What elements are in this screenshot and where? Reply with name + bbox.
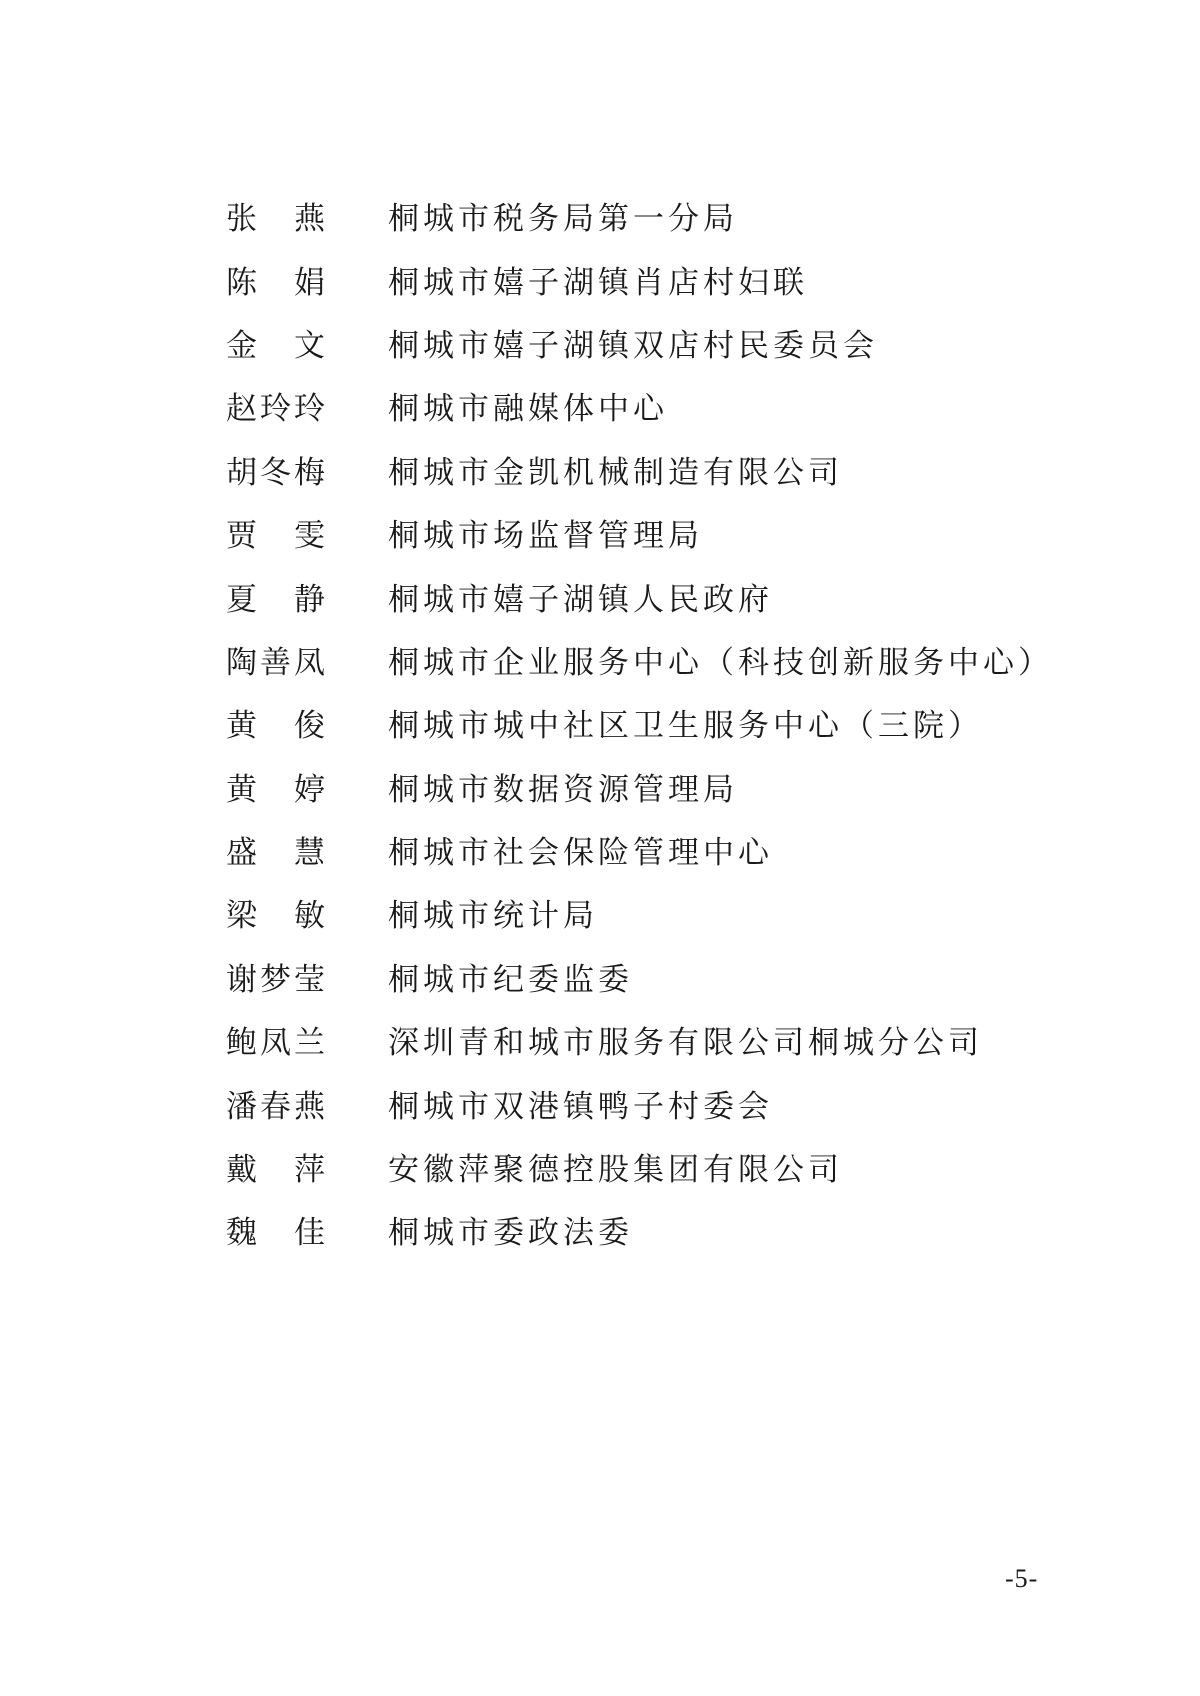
person-name: 陶善凤 — [226, 644, 328, 681]
list-item — [226, 1202, 1053, 1265]
person-name: 鲍凤兰 — [226, 1025, 328, 1062]
person-name: 魏 佳 — [226, 1215, 328, 1252]
list-item — [226, 632, 1053, 695]
person-name: 胡冬梅 — [226, 454, 328, 491]
list-item — [226, 885, 1053, 948]
person-name: 黄 俊 — [226, 708, 328, 745]
organization-name: 桐城市金凯机械制造有限公司 — [388, 454, 843, 491]
person-name: 戴 萍 — [226, 1152, 328, 1189]
organization-name: 桐城市社会保险管理中心 — [388, 835, 773, 872]
list-item — [226, 505, 1053, 568]
person-name: 夏 静 — [226, 581, 328, 618]
list-item — [226, 759, 1053, 822]
person-name: 谢梦莹 — [226, 961, 328, 998]
organization-name: 桐城市融媒体中心 — [388, 391, 668, 428]
organization-name: 安徽萍聚德控股集团有限公司 — [388, 1152, 843, 1189]
person-name: 贾 雯 — [226, 518, 328, 555]
person-name: 盛 慧 — [226, 835, 328, 872]
organization-name: 桐城市场监督管理局 — [388, 518, 703, 555]
list-item — [226, 695, 1053, 758]
organization-name: 桐城市数据资源管理局 — [388, 771, 738, 808]
list-item — [226, 822, 1053, 885]
page-number: -5- — [1005, 1564, 1039, 1593]
list-item — [226, 378, 1053, 441]
organization-name: 桐城市企业服务中心（科技创新服务中心） — [388, 644, 1053, 681]
list-item — [226, 442, 1053, 505]
organization-name: 桐城市双港镇鸭子村委会 — [388, 1088, 773, 1125]
organization-name: 桐城市嬉子湖镇肖店村妇联 — [388, 264, 808, 301]
person-name: 陈 娟 — [226, 264, 328, 301]
list-item — [226, 568, 1053, 631]
list-item — [226, 949, 1053, 1012]
honoree-list — [226, 188, 1053, 1266]
list-item — [226, 315, 1053, 378]
person-name: 张 燕 — [226, 201, 328, 238]
list-item — [226, 1075, 1053, 1138]
organization-name: 桐城市嬉子湖镇双店村民委员会 — [388, 327, 878, 364]
person-name: 赵玲玲 — [226, 391, 328, 428]
organization-name: 桐城市城中社区卫生服务中心（三院） — [388, 708, 983, 745]
organization-name: 桐城市纪委监委 — [388, 961, 633, 998]
organization-name: 桐城市税务局第一分局 — [388, 201, 738, 238]
person-name: 梁 敏 — [226, 898, 328, 935]
person-name: 黄 婷 — [226, 771, 328, 808]
organization-name: 深圳青和城市服务有限公司桐城分公司 — [388, 1025, 983, 1062]
list-item — [226, 1139, 1053, 1202]
list-item — [226, 1012, 1053, 1075]
list-item — [226, 188, 1053, 251]
organization-name: 桐城市统计局 — [388, 898, 598, 935]
organization-name: 桐城市委政法委 — [388, 1215, 633, 1252]
person-name: 金 文 — [226, 327, 328, 364]
list-item — [226, 251, 1053, 314]
organization-name: 桐城市嬉子湖镇人民政府 — [388, 581, 773, 618]
person-name: 潘春燕 — [226, 1088, 328, 1125]
